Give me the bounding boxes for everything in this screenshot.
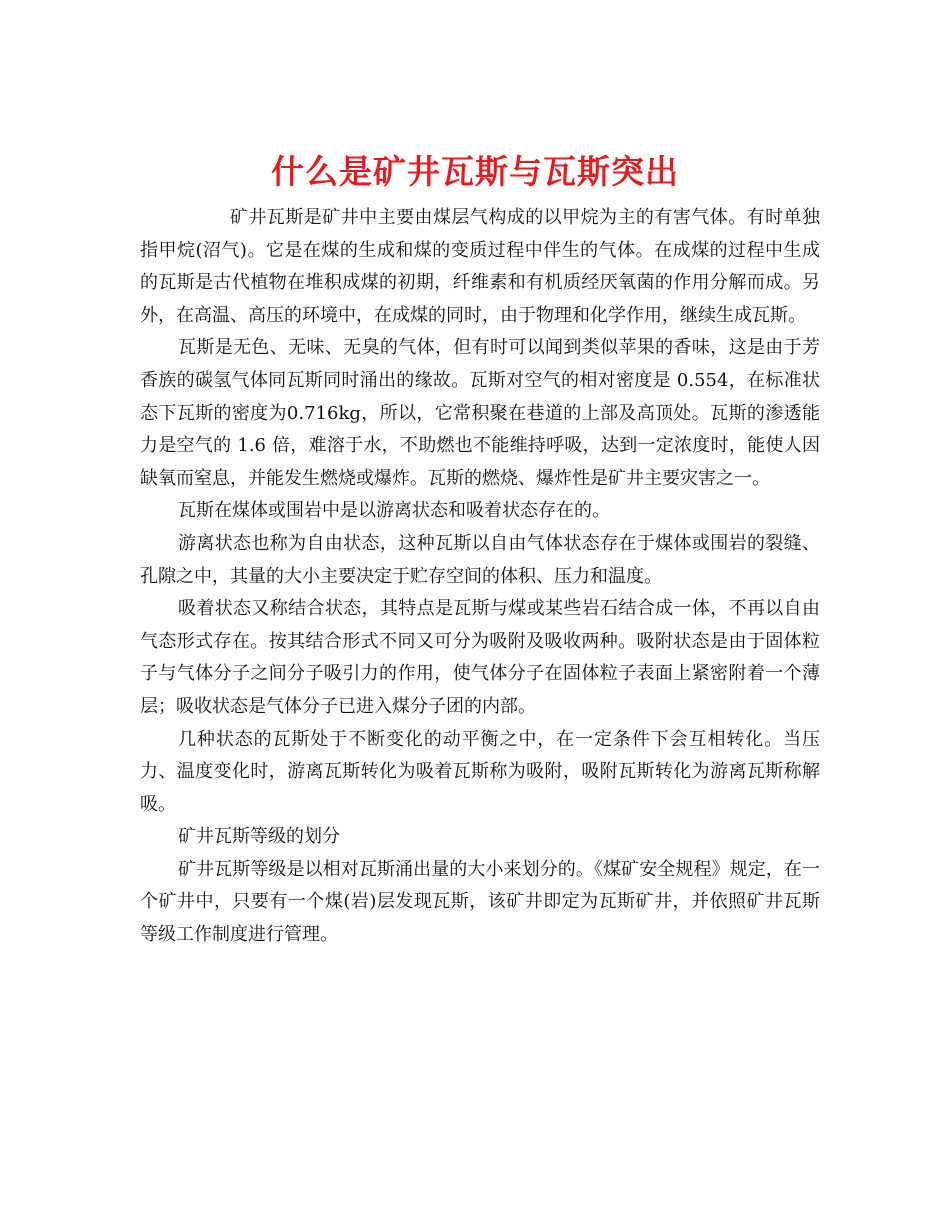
paragraph-gas-definition: 矿井瓦斯是矿井中主要由煤层气构成的以甲烷为主的有害气体。有时单独指甲烷(沼气)。它是在煤的生成和煤的变质过程中伴生的气体。在成煤的过程中生成的瓦斯是古代植物在堆积成煤的初期，纤维素和有机质经厌氧菌的作用分解而成。另外，在高温、高压的环境中，在成煤的同时，由于物理和化学作用，继续生成瓦斯。 — [140, 207, 820, 326]
document-title: 什么是矿井瓦斯与瓦斯突出 — [271, 152, 679, 192]
paragraph-gas-grade: 矿井瓦斯等级是以相对瓦斯涌出量的大小来划分的。《煤矿安全规程》规定，在一个矿井中，只要有一个煤(岩)层发现瓦斯，该矿井即定为瓦斯矿井，并依照矿井瓦斯等级工作制度进行管理。 — [140, 858, 820, 946]
paragraph-adsorbed-state: 吸着状态又称结合状态，其特点是瓦斯与煤或某些岩石结合成一体，不再以自由气态形式存在。按其结合形式不同又可分为吸附及吸收两种。吸附状态是由于固体粒子与气体分子之间分子吸引力的作用，使气体分子在固体粒子表面上紧密附着一个薄层；吸收状态是气体分子已进入煤分子团的内部。 — [140, 598, 820, 717]
paragraph-state-conversion: 几种状态的瓦斯处于不断变化的动平衡之中，在一定条件下会互相转化。当压力、温度变化时，游离瓦斯转化为吸着瓦斯称为吸附，吸附瓦斯转化为游离瓦斯称解吸。 — [140, 728, 820, 815]
paragraph-gas-properties: 瓦斯是无色、无味、无臭的气体，但有时可以闻到类似苹果的香味，这是由于芳香族的碳氢气体同瓦斯同时涌出的缘故。瓦斯对空气的相对密度是 0.554，在标准状态下瓦斯的密度为0.716kg，所以，它常积聚在巷道的上部及高顶处。瓦斯的渗透能力是空气的 1.6 倍，难溶于水，不助燃也不能维持呼吸，达到一定浓度时，能使人因缺氧而窒息，并能发生燃烧或爆炸。瓦斯的燃烧、爆炸性是矿井主要灾害之一。 — [140, 337, 820, 489]
paragraph-gas-states: 瓦斯在煤体或围岩中是以游离状态和吸着状态存在的。 — [178, 500, 610, 522]
document-body — [140, 202, 820, 952]
section-heading-gas-grade: 矿井瓦斯等级的划分 — [178, 826, 340, 848]
paragraph-free-state: 游离状态也称为自由状态，这种瓦斯以自由气体状态存在于煤体或围岩的裂缝、孔隙之中，其量的大小主要决定于贮存空间的体积、压力和温度。 — [140, 532, 820, 587]
